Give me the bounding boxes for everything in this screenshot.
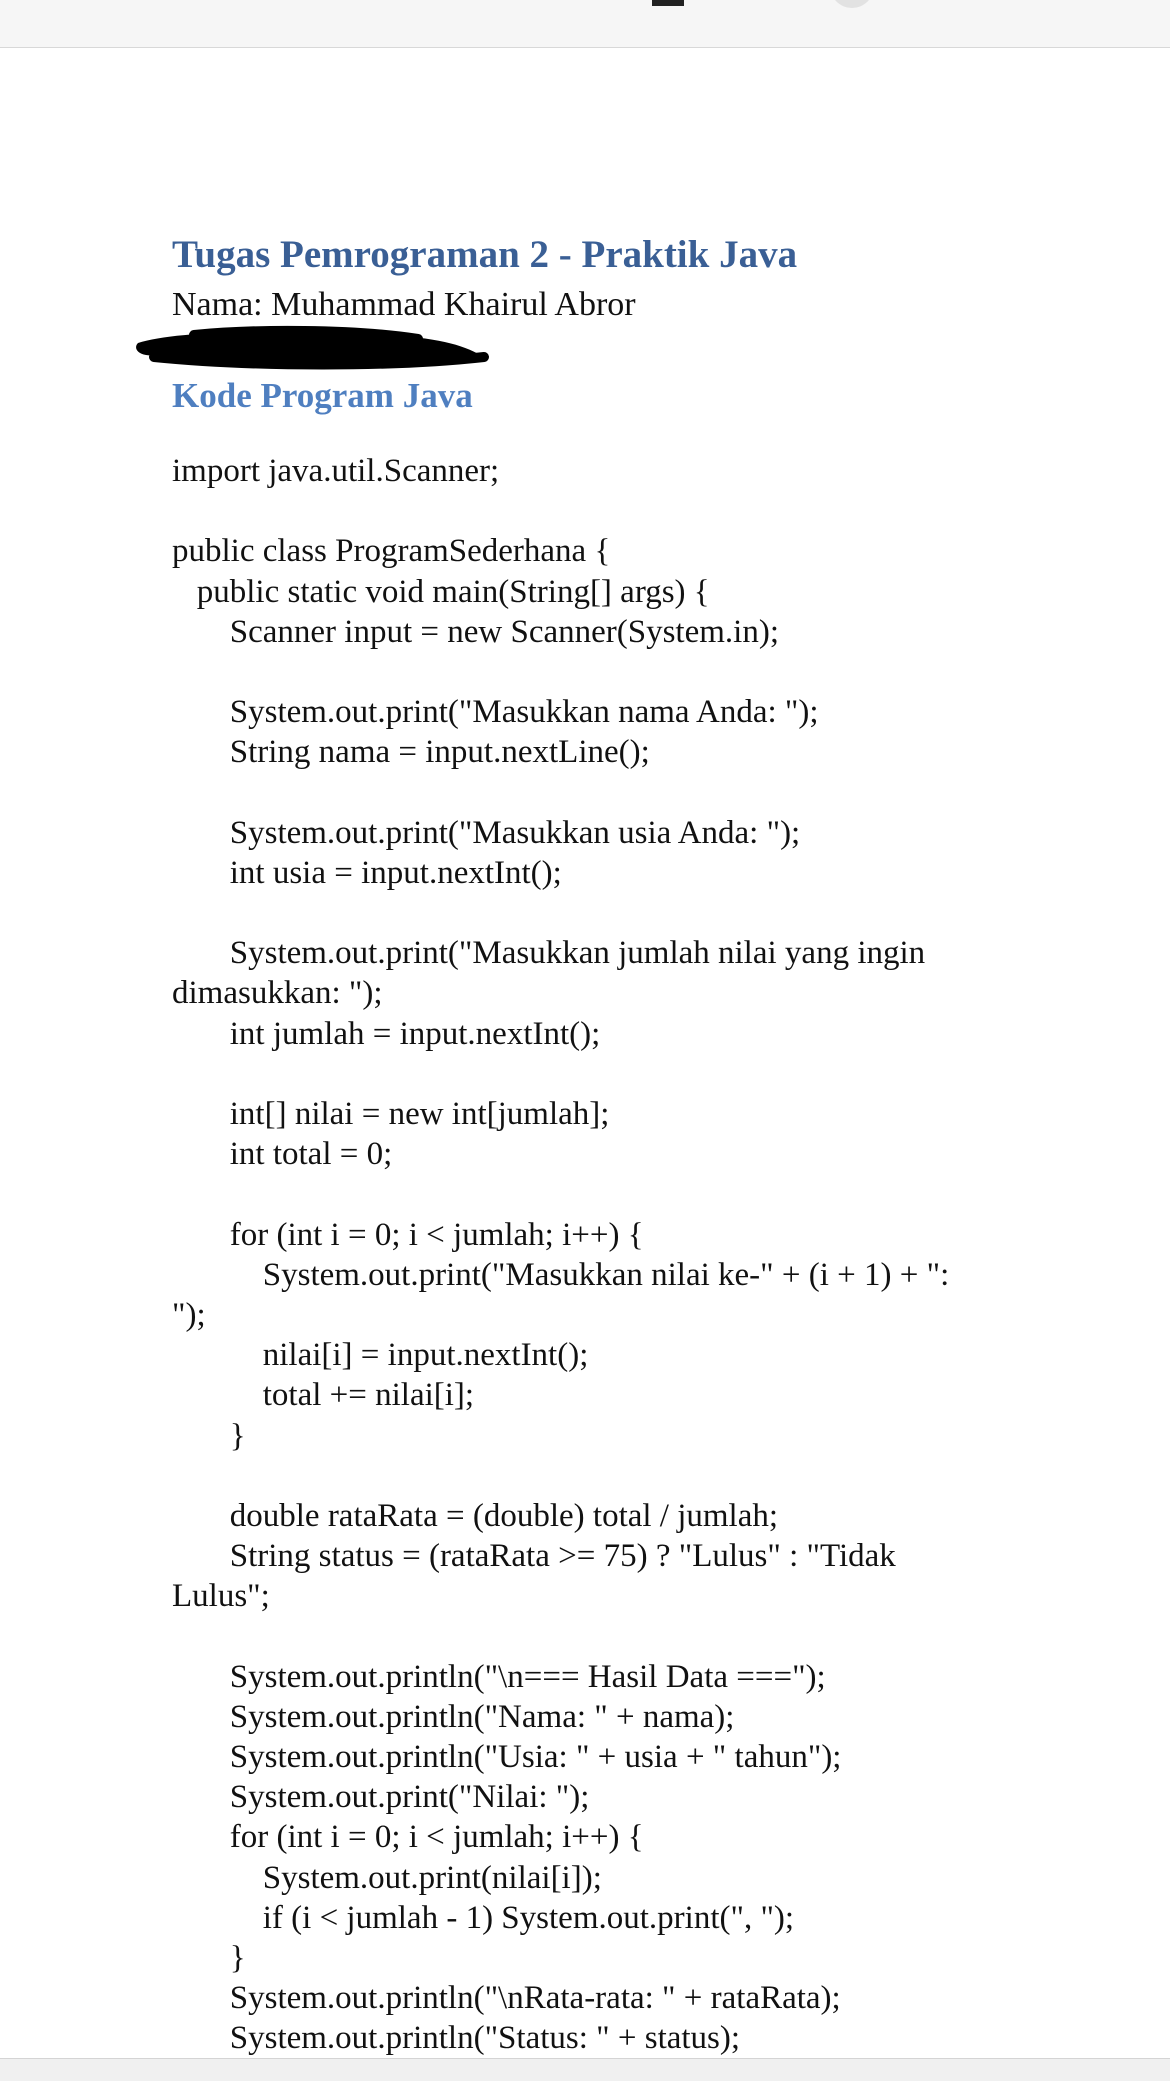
code-line: Lulus"; bbox=[172, 1578, 270, 1615]
code-line: String status = (rataRata >= 75) ? "Lulus" : "Tidak bbox=[172, 1538, 896, 1575]
section-title: Kode Program Java bbox=[172, 376, 473, 415]
code-line bbox=[172, 1174, 1072, 1214]
code-line: System.out.println("\nRata-rata: " + rataRata); bbox=[172, 1980, 841, 2017]
document-page bbox=[172, 225, 1072, 2059]
code-line: if (i < jumlah - 1) System.out.print(", "); bbox=[172, 1899, 795, 1936]
code-line: import java.util.Scanner; bbox=[172, 453, 500, 489]
code-line: System.out.println("\n=== Hasil Data ==="); bbox=[172, 1658, 826, 1695]
code-line: public static void main(String[] args) { bbox=[172, 573, 710, 610]
code-line: } bbox=[172, 1417, 246, 1454]
code-line bbox=[172, 773, 1072, 813]
code-line: String nama = input.nextLine(); bbox=[172, 734, 650, 771]
toolbar-dash-icon bbox=[652, 0, 684, 6]
document-title: Tugas Pemrograman 2 - Praktik Java bbox=[172, 233, 798, 276]
bottom-bar bbox=[0, 2058, 1170, 2081]
code-line: public class ProgramSederhana { bbox=[172, 533, 611, 570]
code-line: for (int i = 0; i < jumlah; i++) { bbox=[172, 1216, 644, 1253]
code-line: System.out.print("Nilai: "); bbox=[172, 1779, 590, 1816]
code-line bbox=[172, 491, 1072, 531]
code-line: dimasukkan: "); bbox=[172, 975, 383, 1012]
code-line bbox=[172, 1054, 1072, 1094]
code-line: int jumlah = input.nextInt(); bbox=[172, 1015, 601, 1052]
code-line: for (int i = 0; i < jumlah; i++) { bbox=[172, 1819, 644, 1856]
code-line: int usia = input.nextInt(); bbox=[172, 854, 562, 891]
code-line bbox=[172, 893, 1072, 933]
code-line: System.out.print("Masukkan jumlah nilai yang ingin bbox=[172, 935, 926, 972]
code-line: System.out.println("Usia: " + usia + " tahun"); bbox=[172, 1739, 842, 1775]
redaction-mark bbox=[134, 325, 1072, 371]
code-line bbox=[172, 1456, 1072, 1496]
code-line: int[] nilai = new int[jumlah]; bbox=[172, 1096, 610, 1132]
code-line: } bbox=[172, 1939, 246, 1976]
code-line: System.out.print("Masukkan nilai ke-" + (i + 1) + ": bbox=[172, 1256, 950, 1293]
toolbar-button-icon[interactable] bbox=[830, 0, 874, 8]
code-line: int total = 0; bbox=[172, 1136, 393, 1173]
code-line bbox=[172, 652, 1072, 692]
code-line: System.out.println("Nama: " + nama); bbox=[172, 1698, 735, 1735]
code-line: double rataRata = (double) total / jumlah; bbox=[172, 1497, 779, 1534]
code-line: total += nilai[i]; bbox=[172, 1377, 475, 1414]
code-line: System.out.println("Status: " + status); bbox=[172, 2020, 741, 2057]
code-line: "); bbox=[172, 1296, 206, 1333]
student-name: Nama: Muhammad Khairul Abror bbox=[172, 286, 636, 323]
redaction-scribble-icon bbox=[134, 325, 494, 371]
top-toolbar bbox=[0, 0, 1170, 48]
code-block bbox=[172, 451, 1072, 2059]
code-line: System.out.print(nilai[i]); bbox=[172, 1859, 602, 1896]
code-line: System.out.print("Masukkan nama Anda: "); bbox=[172, 694, 819, 731]
code-line: System.out.print("Masukkan usia Anda: "); bbox=[172, 814, 801, 851]
code-line: Scanner input = new Scanner(System.in); bbox=[172, 613, 779, 650]
code-line: nilai[i] = input.nextInt(); bbox=[172, 1337, 589, 1374]
code-line bbox=[172, 1616, 1072, 1656]
